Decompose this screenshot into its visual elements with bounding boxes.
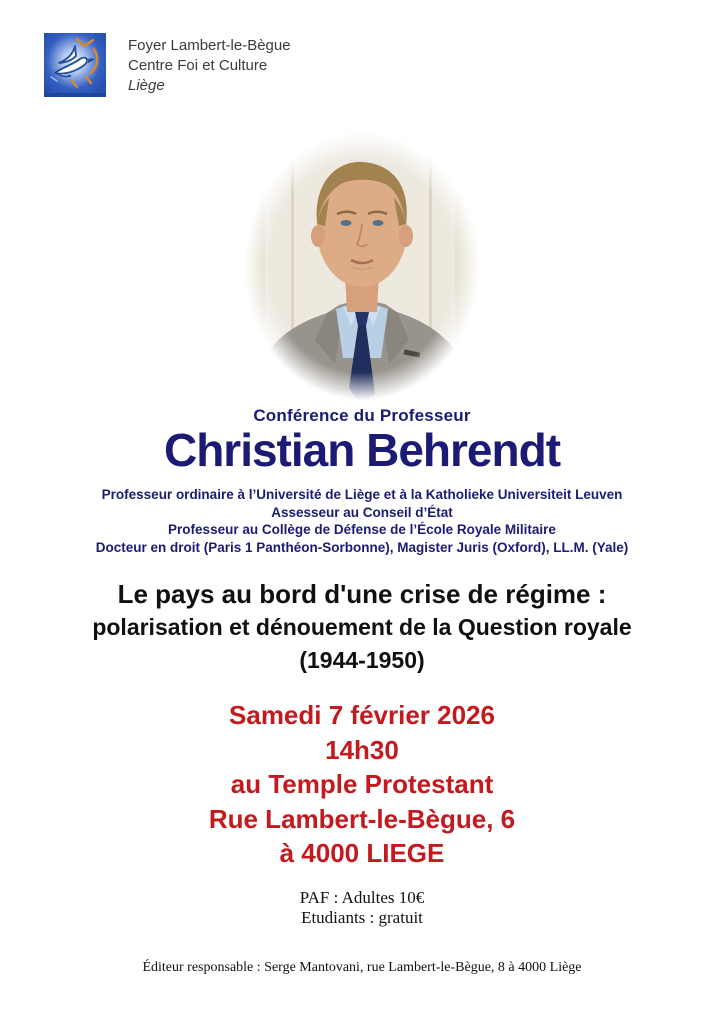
credential-line: Professeur au Collège de Défense de l’École Royale Militaire (168, 522, 556, 538)
event-details (0, 698, 724, 871)
pricing (0, 888, 724, 928)
lecture-title-line3: (1944-1950) (299, 647, 425, 673)
org-line2: Centre Foi et Culture (128, 57, 268, 74)
org-header (44, 33, 291, 97)
event-street: Rue Lambert-le-Bègue, 6 (208, 803, 516, 834)
org-line1: Foyer Lambert-le-Bègue (128, 37, 291, 54)
speaker-credentials (0, 486, 724, 556)
speaker-portrait-photo (239, 126, 485, 406)
responsible-editor-line: Éditeur responsable : Serge Mantovani, rue Lambert-le-Bègue, 8 à 4000 Liège (142, 960, 582, 975)
event-time: 14h30 (325, 734, 399, 765)
event-venue: au Temple Protestant (230, 769, 494, 799)
org-name (128, 33, 291, 96)
credential-line: Docteur en droit (Paris 1 Panthéon-Sorbonne), Magister Juris (Oxford), LL.M. (Yale) (95, 539, 629, 555)
dove-icon (44, 33, 106, 97)
event-date: Samedi 7 février 2026 (229, 700, 495, 730)
credential-line: Professeur ordinaire à l’Université de Liège et à la Katholieke Universiteit Leuven (101, 487, 623, 502)
org-line3: Liège (128, 77, 165, 94)
conference-kicker: Conférence du Professeur (253, 406, 471, 425)
price-students: Etudiants : gratuit (301, 908, 423, 927)
credential-line: Assesseur au Conseil d’État (271, 504, 453, 520)
speaker-name: Christian Behrendt (163, 424, 561, 476)
lecture-title-line2: polarisation et dénouement de la Question royale (92, 614, 632, 640)
event-city: à 4000 LIEGE (279, 838, 445, 868)
lecture-title-line1: Le pays au bord d'une crise de régime : (117, 579, 607, 609)
lecture-title (0, 578, 724, 677)
price-adults: PAF : Adultes 10€ (299, 888, 425, 907)
